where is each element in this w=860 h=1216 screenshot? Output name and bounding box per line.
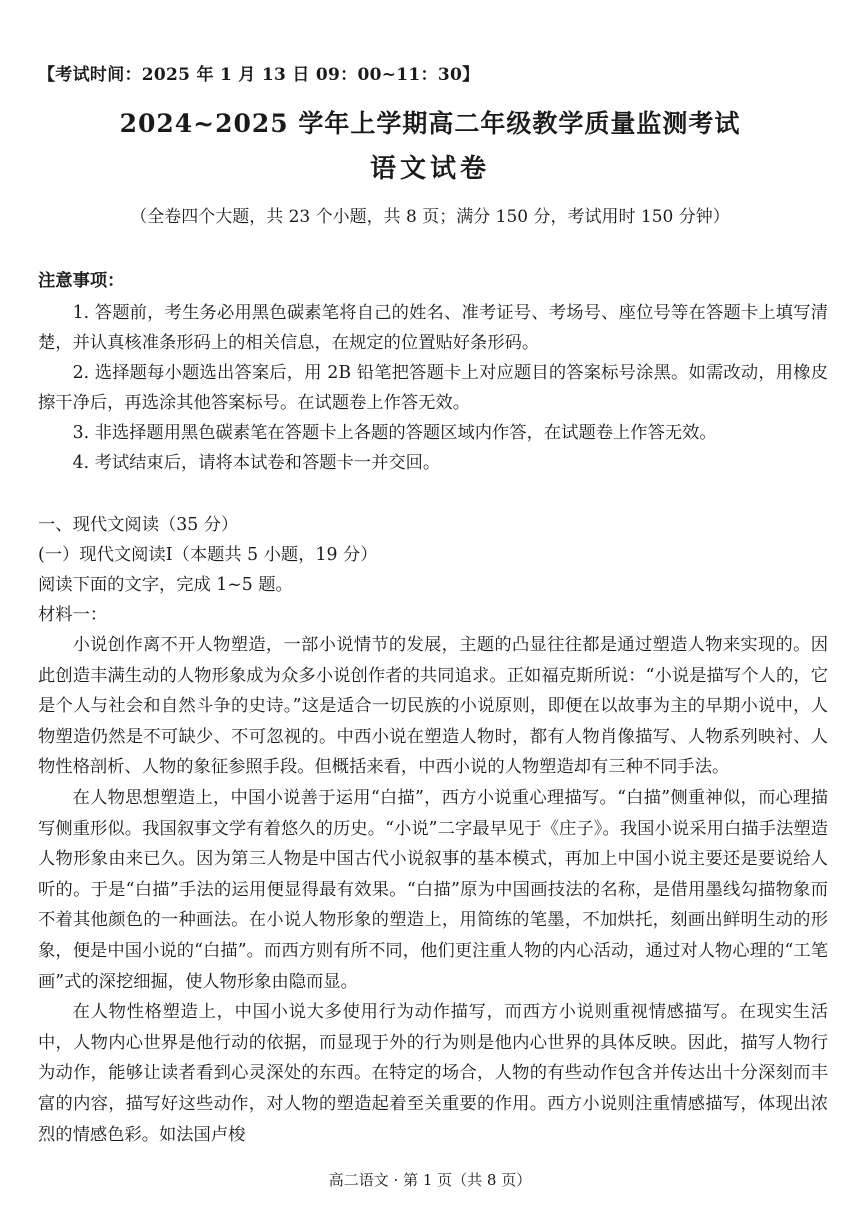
exam-subject-title: 语文试卷 xyxy=(369,154,490,184)
notice-item: 2. 选择题每小题选出答案后，用 2B 铅笔把答题卡上对应题目的答案标号涂黑。如需改动，用橡皮擦干净后，再选涂其他答案标号。在试题卷上作答无效。 xyxy=(38,363,828,413)
notice-item: 3. 非选择题用黑色碳素笔在答题卡上各题的答题区域内作答，在试题卷上作答无效。 xyxy=(72,423,717,443)
reading-instruction: 阅读下面的文字，完成 1~5 题。 xyxy=(38,575,293,595)
material-paragraph: 在人物思想塑造上，中国小说善于运用“白描”，西方小说重心理描写。“白描”侧重神似，而心理描写侧重形似。我国叙事文学有着悠久的历史。“小说”二字最早见于《庄子》。我国小说采用白描手法塑造人物形象由来已久。因为第三人物是中国古代小说叙事的基本模式，再加上中国小说主要还是要说给人听的。于是“白描”手法的运用便显得最有效果。“白描”原为中国画技法的名称，是借用墨线勾描物象而不着其他颜色的一种画法。在小说人物形象的塑造上，用简练的笔墨，不加烘托，刻画出鲜明生动的形象，便是中国小说的“白描”。而西方则有所不同，他们更注重人物的内心活动，通过对人物心理的“工笔画”式的深挖细掘，使人物形象由隐而显。 xyxy=(38,787,828,992)
section-heading: 一、现代文阅读（35 分） xyxy=(38,515,239,535)
exam-meta: （全卷四个大题，共 23 个小题，共 8 页；满分 150 分，考试用时 150 分钟） xyxy=(130,207,730,227)
exam-title: 2024~2025 学年上学期高二年级教学质量监测考试 xyxy=(119,109,741,138)
material-label: 材料一： xyxy=(38,605,108,625)
notice-heading: 注意事项： xyxy=(38,271,125,291)
material-paragraph: 小说创作离不开人物塑造，一部小说情节的发展，主题的凸显往往都是通过塑造人物来实现的。因此创造丰满生动的人物形象成为众多小说创作者的共同追求。正如福克斯所说：“小说是描写个人的，它是个人与社会和自然斗争的史诗。”这是适合一切民族的小说原则，即便在以故事为主的早期小说中，人物塑造仍然是不可缺少、不可忽视的。中西小说在塑造人物时，都有人物肖像描写、人物系列映衬、人物性格剖析、人物的象征参照手段。但概括来看，中西小说的人物塑造却有三种不同手法。 xyxy=(38,635,828,778)
notice-item: 4. 考试结束后，请将本试卷和答题卡一并交回。 xyxy=(72,453,441,473)
material-paragraph: 在人物性格塑造上，中国小说大多使用行为动作描写，而西方小说则重视情感描写。在现实生活中，人物内心世界是他行动的依据，而显现于外的行为则是他内心世界的具体反映。因此，描写人物行为动作，能够让读者看到心灵深处的东西。在特定的场合，人物的有些动作包含并传达出十分深刻而丰富的内容，描写好这些动作，对人物的塑造起着至关重要的作用。西方小说则注重情感描写，体现出浓烈的情感色彩。如法国卢梭 xyxy=(38,1002,828,1145)
notice-item: 1. 答题前，考生务必用黑色碳素笔将自己的姓名、准考证号、考场号、座位号等在答题卡上填写清楚，并认真核准条形码上的相关信息，在规定的位置贴好条形码。 xyxy=(38,303,828,353)
exam-content xyxy=(38,266,828,1150)
exam-time: 【考试时间：2025 年 1 月 13 日 09：00~11：30】 xyxy=(38,65,480,85)
material-body xyxy=(38,630,828,1150)
subsection-heading: (一）现代文阅读Ⅰ（本题共 5 小题，19 分） xyxy=(38,545,378,565)
page-footer: 高二语文 · 第 1 页（共 8 页） xyxy=(328,1171,532,1189)
